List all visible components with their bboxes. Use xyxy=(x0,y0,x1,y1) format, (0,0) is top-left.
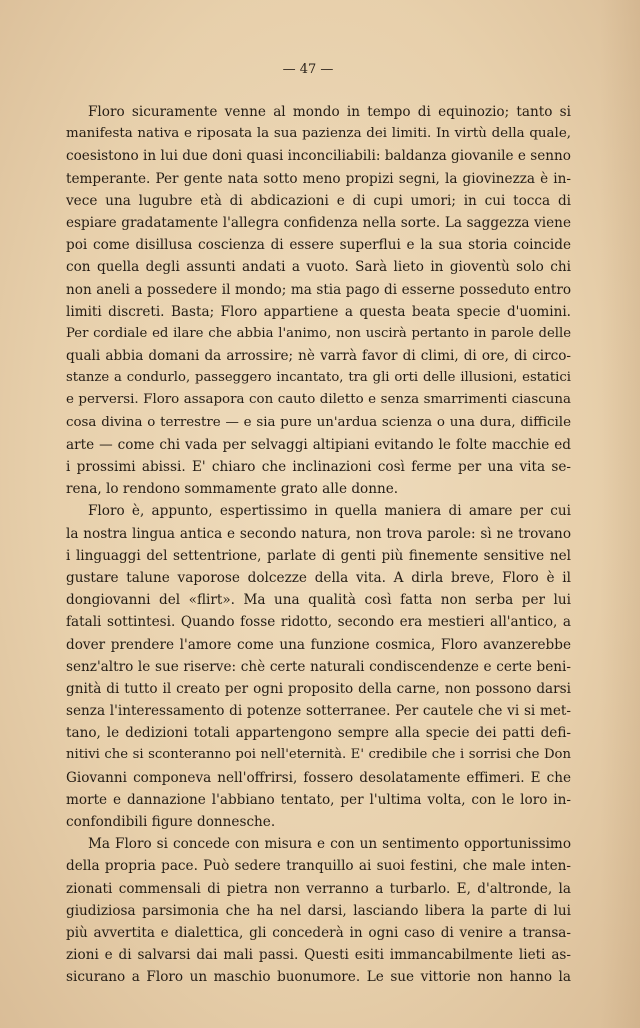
text-line: non aneli a possedere il mondo; ma stia pago di esserne posseduto entro xyxy=(66,281,571,298)
page-number: — 47 — xyxy=(282,62,334,77)
text-line: fatali sottintesi. Quando fosse ridotto, secondo era mestieri all'antico, a xyxy=(66,614,571,631)
text-line: Per cordiale ed ilare che abbia l'animo, non uscirà pertanto in parole delle xyxy=(66,325,571,341)
text-line: Ma Floro si concede con misura e con un sentimento opportunissimo xyxy=(88,836,571,853)
text-line: tano, le dedizioni totali appartengono sempre alla specie dei patti defi- xyxy=(66,725,571,742)
text-line: della propria pace. Può sedere tranquillo ai suoi festini, che male inten- xyxy=(66,858,571,875)
text-line: più avvertita e dialettica, gli concederà in ogni caso di venire a transa- xyxy=(66,924,571,941)
text-line: rena, lo rendono sommamente grato alle donne. xyxy=(66,481,399,498)
text-line: cosa divina o terrestre — e sia pure un'ardua scienza o una dura, difficile xyxy=(66,414,571,430)
text-line: quali abbia domani da arrossire; nè varrà favor di climi, di ore, di circo- xyxy=(66,348,571,365)
text-line: arte — come chi vada per selvaggi altipiani evitando le folte macchie ed xyxy=(66,436,571,453)
text-line: nitivi che si sconteranno poi nell'eternità. E' credibile che i sorrisi che Don xyxy=(66,747,571,763)
text-line: giudiziosa parsimonia che ha nel darsi, lasciando libera la parte di lui xyxy=(66,902,571,919)
body-text xyxy=(66,101,571,989)
text-line: dover prendere l'amore come una funzione cosmica, Floro avanzerebbe xyxy=(66,636,571,653)
text-line: Giovanni componeva nell'offrirsi, fossero desolatamente effimeri. E che xyxy=(66,769,571,786)
text-line: e perversi. Floro assapora con cauto diletto e senza smarrimenti ciascuna xyxy=(66,392,571,408)
text-line: senz'altro le sue riserve: chè certe naturali condiscendenze e certe beni- xyxy=(66,658,571,675)
text-line: poi come disillusa coscienza di essere superflui e la sua storia coincide xyxy=(66,237,571,254)
text-line: coesistono in lui due doni quasi inconciliabili: baldanza giovanile e senno xyxy=(66,148,571,165)
text-line: temperante. Per gente nata sotto meno propizi segni, la giovinezza è in- xyxy=(66,170,571,187)
text-line: i prossimi abissi. E' chiaro che inclinazioni così ferme per una vita se- xyxy=(66,459,571,475)
text-line: Floro sicuramente venne al mondo in tempo di equinozio; tanto si xyxy=(88,104,571,120)
text-line: Floro è, appunto, espertissimo in quella maniera di amare per cui xyxy=(88,503,571,520)
text-line: limiti discreti. Basta; Floro appartiene a questa beata specie d'uomini. xyxy=(66,303,571,320)
text-line: manifesta nativa e riposata la sua pazienza dei limiti. In virtù della quale, xyxy=(66,126,571,142)
text-line: morte e dannazione l'abbiano tentato, per l'ultima volta, con le loro in- xyxy=(66,791,571,808)
text-line: stanze a condurlo, passeggero incantato, tra gli orti delle illusioni, estatici xyxy=(66,370,571,386)
text-line: con quella degli assunti andati a vuoto. Sarà lieto in gioventù solo chi xyxy=(66,259,571,276)
text-line: gnità di tutto il creato per ogni proposito della carne, non possono darsi xyxy=(66,680,571,697)
text-line: zionati commensali di pietra non verranno a turbarlo. E, d'altronde, la xyxy=(66,880,571,897)
text-line: sicurano a Floro un maschio buonumore. Le sue vittorie non hanno la xyxy=(66,969,571,986)
text-line: dongiovanni del «flirt». Ma una qualità così fatta non serba per lui xyxy=(66,592,571,609)
text-line: i linguaggi del settentrione, parlate di genti più finemente sensitive nel xyxy=(66,547,571,564)
text-line: espiare gradatamente l'allegra confidenza nella sorte. La saggezza viene xyxy=(66,214,571,231)
text-line: zioni e di salvarsi dai mali passi. Questi esiti immancabilmente lieti as- xyxy=(66,947,571,964)
text-line: gustare talune vaporose dolcezze della vita. A dirla breve, Floro è il xyxy=(66,569,571,586)
text-line: confondibili figure donnesche. xyxy=(66,814,276,830)
page-edge-shading xyxy=(600,0,640,1028)
text-line: vece una lugubre età di abdicazioni e di cupi umori; in cui tocca di xyxy=(66,192,571,209)
text-line: senza l'interessamento di potenze sotterranee. Per cautele che vi si met- xyxy=(66,703,571,720)
text-line: la nostra lingua antica e secondo natura, non trova parole: sì ne trovano xyxy=(66,525,571,542)
